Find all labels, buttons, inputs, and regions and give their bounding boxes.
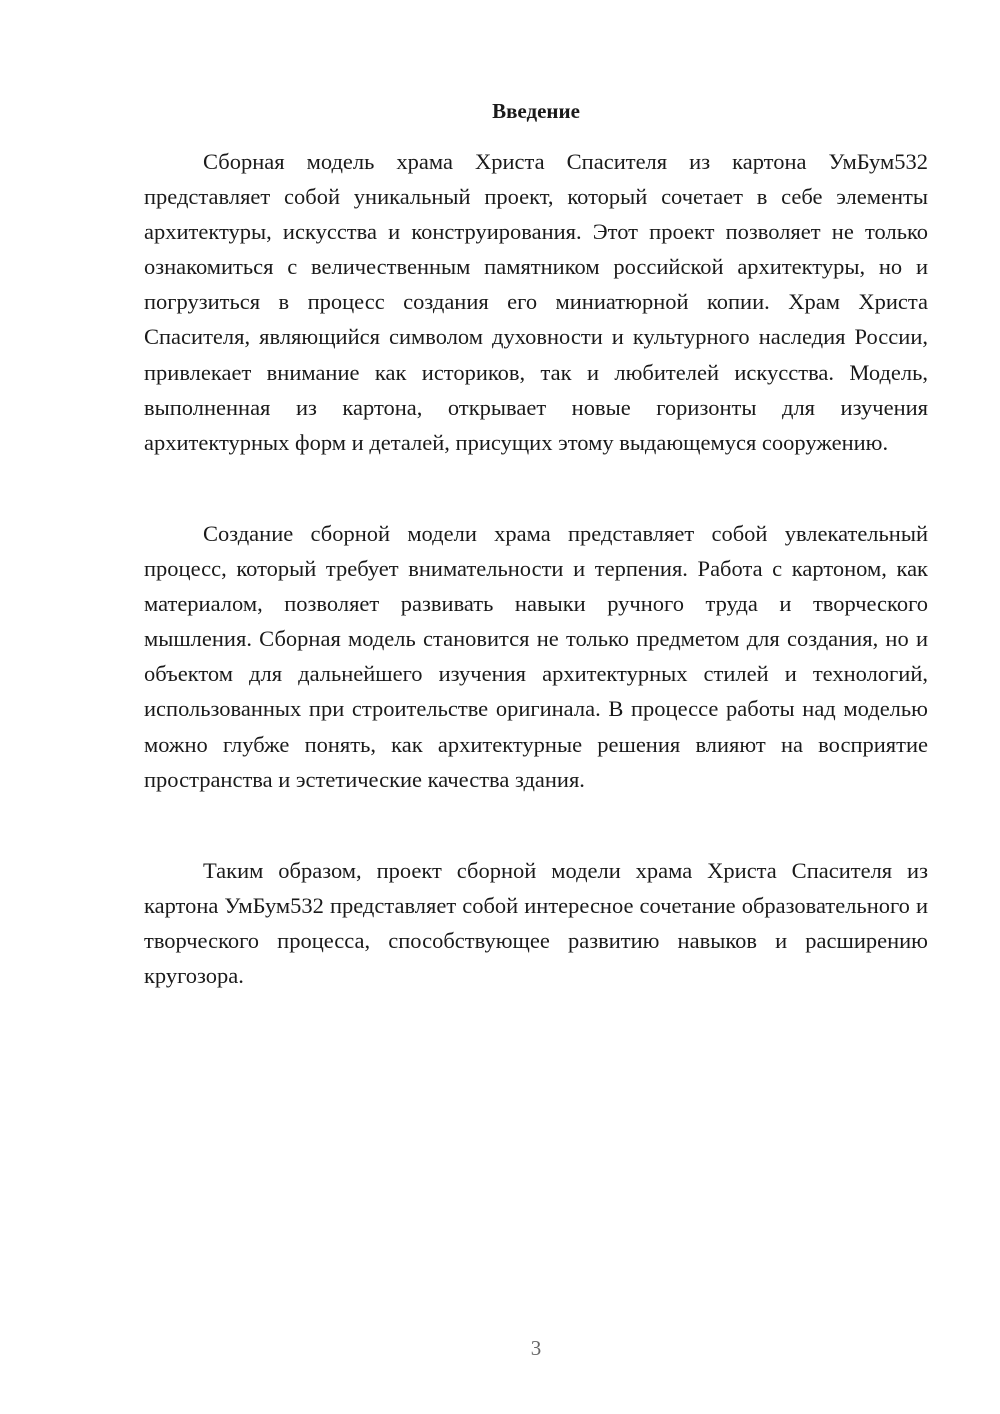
page-number: 3 — [530, 1336, 542, 1360]
paragraph-3: Таким образом, проект сборной модели храма Христа Спасителя из картона УмБум532 представляет собой интересное сочетание образовательного и творческого процесса, способствующее развитию навыков и расширению кругозора. — [144, 858, 928, 989]
paragraph-1: Сборная модель храма Христа Спасителя из картона УмБум532 представляет собой уникальный проект, который сочетает в себе элементы архитектуры, искусства и конструирования. Этот проект позволяет не только ознакомиться с величественным памятником российской архитектуры, но и погрузиться в процесс создания его миниатюрной копии. Храм Христа Спасителя, являющийся символом духовности и культурного наследия России, привлекает внимание как историков, так и любителей искусства. Модель, выполненная из картона, открывает новые горизонты для изучения архитектурных форм и деталей, присущих этому выдающемуся сооружению. — [144, 149, 928, 455]
paragraph-2: Создание сборной модели храма представляет собой увлекательный процесс, который требует внимательности и терпения. Работа с картоном, как материалом, позволяет развивать навыки ручного труда и творческого мышления. Сборная модель становится не только предметом для создания, но и объектом для дальнейшего изучения архитектурных стилей и технологий, использованных при строительстве оригинала. В процессе работы над моделью можно глубже понять, как архитектурные решения влияют на восприятие пространства и эстетические качества здания. — [144, 521, 928, 792]
section-title: Введение — [492, 99, 580, 123]
